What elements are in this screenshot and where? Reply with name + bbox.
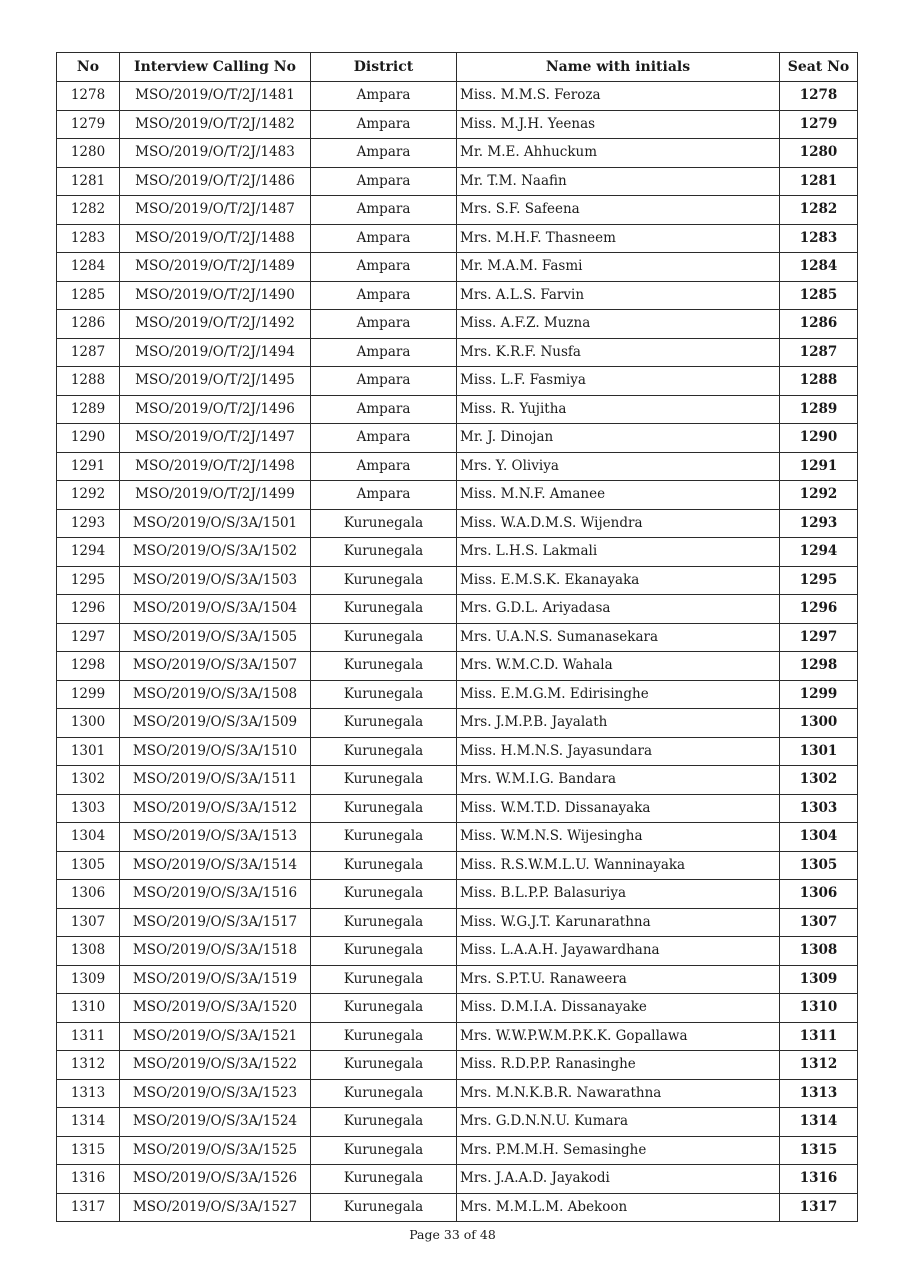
cell-interview-calling-no: MSO/2019/O/S/3A/1508 (120, 680, 311, 709)
cell-no: 1305 (57, 851, 120, 880)
cell-no: 1310 (57, 994, 120, 1023)
cell-district: Kurunegala (311, 851, 457, 880)
cell-seat-no: 1313 (780, 1079, 858, 1108)
cell-name: Mr. J. Dinojan (457, 424, 780, 453)
cell-district: Kurunegala (311, 766, 457, 795)
cell-district: Kurunegala (311, 1079, 457, 1108)
cell-district: Ampara (311, 481, 457, 510)
cell-no: 1292 (57, 481, 120, 510)
cell-district: Kurunegala (311, 965, 457, 994)
table-row (57, 1022, 858, 1051)
table-row (57, 823, 858, 852)
cell-seat-no: 1314 (780, 1108, 858, 1137)
cell-seat-no: 1301 (780, 737, 858, 766)
cell-name: Miss. M.M.S. Feroza (457, 82, 780, 111)
cell-name: Miss. A.F.Z. Muzna (457, 310, 780, 339)
cell-name: Mr. M.A.M. Fasmi (457, 253, 780, 282)
cell-no: 1286 (57, 310, 120, 339)
cell-interview-calling-no: MSO/2019/O/T/2J/1482 (120, 110, 311, 139)
cell-name: Miss. W.M.N.S. Wijesingha (457, 823, 780, 852)
cell-seat-no: 1309 (780, 965, 858, 994)
cell-name: Mr. T.M. Naafin (457, 167, 780, 196)
cell-name: Mrs. G.D.L. Ariyadasa (457, 595, 780, 624)
cell-seat-no: 1280 (780, 139, 858, 168)
cell-seat-no: 1308 (780, 937, 858, 966)
cell-interview-calling-no: MSO/2019/O/T/2J/1495 (120, 367, 311, 396)
cell-district: Kurunegala (311, 1108, 457, 1137)
cell-no: 1295 (57, 566, 120, 595)
cell-interview-calling-no: MSO/2019/O/T/2J/1494 (120, 338, 311, 367)
cell-interview-calling-no: MSO/2019/O/S/3A/1502 (120, 538, 311, 567)
cell-name: Mrs. Y. Oliviya (457, 452, 780, 481)
table-row (57, 310, 858, 339)
header-seat-no: Seat No (780, 53, 858, 82)
cell-seat-no: 1279 (780, 110, 858, 139)
cell-interview-calling-no: MSO/2019/O/S/3A/1513 (120, 823, 311, 852)
table-row (57, 367, 858, 396)
cell-seat-no: 1310 (780, 994, 858, 1023)
cell-no: 1278 (57, 82, 120, 111)
cell-seat-no: 1305 (780, 851, 858, 880)
cell-district: Kurunegala (311, 623, 457, 652)
cell-seat-no: 1306 (780, 880, 858, 909)
cell-no: 1307 (57, 908, 120, 937)
cell-seat-no: 1315 (780, 1136, 858, 1165)
cell-no: 1311 (57, 1022, 120, 1051)
cell-district: Ampara (311, 110, 457, 139)
cell-name: Mrs. G.D.N.N.U. Kumara (457, 1108, 780, 1137)
cell-no: 1291 (57, 452, 120, 481)
table-row (57, 566, 858, 595)
cell-interview-calling-no: MSO/2019/O/T/2J/1483 (120, 139, 311, 168)
cell-name: Mrs. J.M.P.B. Jayalath (457, 709, 780, 738)
cell-interview-calling-no: MSO/2019/O/S/3A/1509 (120, 709, 311, 738)
cell-district: Kurunegala (311, 709, 457, 738)
table-row (57, 595, 858, 624)
cell-seat-no: 1291 (780, 452, 858, 481)
table-row (57, 110, 858, 139)
cell-seat-no: 1294 (780, 538, 858, 567)
cell-district: Ampara (311, 367, 457, 396)
cell-seat-no: 1296 (780, 595, 858, 624)
cell-no: 1314 (57, 1108, 120, 1137)
table-row (57, 1051, 858, 1080)
cell-interview-calling-no: MSO/2019/O/S/3A/1511 (120, 766, 311, 795)
cell-interview-calling-no: MSO/2019/O/S/3A/1501 (120, 509, 311, 538)
cell-seat-no: 1289 (780, 395, 858, 424)
cell-no: 1309 (57, 965, 120, 994)
table-row (57, 652, 858, 681)
table-row (57, 994, 858, 1023)
cell-no: 1281 (57, 167, 120, 196)
table-row (57, 1165, 858, 1194)
table-row (57, 851, 858, 880)
table-row (57, 1136, 858, 1165)
cell-name: Miss. D.M.I.A. Dissanayake (457, 994, 780, 1023)
cell-seat-no: 1286 (780, 310, 858, 339)
cell-interview-calling-no: MSO/2019/O/S/3A/1512 (120, 794, 311, 823)
cell-interview-calling-no: MSO/2019/O/S/3A/1507 (120, 652, 311, 681)
table-row (57, 965, 858, 994)
cell-district: Ampara (311, 310, 457, 339)
cell-name: Mrs. L.H.S. Lakmali (457, 538, 780, 567)
cell-district: Ampara (311, 196, 457, 225)
cell-name: Mr. M.E. Ahhuckum (457, 139, 780, 168)
cell-name: Mrs. P.M.M.H. Semasinghe (457, 1136, 780, 1165)
cell-name: Miss. R. Yujitha (457, 395, 780, 424)
cell-seat-no: 1299 (780, 680, 858, 709)
cell-interview-calling-no: MSO/2019/O/T/2J/1499 (120, 481, 311, 510)
table-row (57, 1079, 858, 1108)
table-row (57, 794, 858, 823)
cell-seat-no: 1288 (780, 367, 858, 396)
cell-seat-no: 1281 (780, 167, 858, 196)
cell-interview-calling-no: MSO/2019/O/T/2J/1496 (120, 395, 311, 424)
table-row (57, 880, 858, 909)
cell-interview-calling-no: MSO/2019/O/T/2J/1498 (120, 452, 311, 481)
cell-no: 1315 (57, 1136, 120, 1165)
cell-no: 1317 (57, 1193, 120, 1222)
candidate-table-container (56, 52, 857, 1222)
cell-no: 1285 (57, 281, 120, 310)
cell-name: Mrs. W.W.P.W.M.P.K.K. Gopallawa (457, 1022, 780, 1051)
cell-name: Mrs. S.F. Safeena (457, 196, 780, 225)
cell-interview-calling-no: MSO/2019/O/S/3A/1527 (120, 1193, 311, 1222)
header-no: No (57, 53, 120, 82)
table-row (57, 253, 858, 282)
cell-interview-calling-no: MSO/2019/O/T/2J/1488 (120, 224, 311, 253)
cell-no: 1284 (57, 253, 120, 282)
cell-seat-no: 1298 (780, 652, 858, 681)
cell-seat-no: 1317 (780, 1193, 858, 1222)
cell-seat-no: 1293 (780, 509, 858, 538)
cell-interview-calling-no: MSO/2019/O/S/3A/1524 (120, 1108, 311, 1137)
cell-district: Kurunegala (311, 652, 457, 681)
cell-district: Ampara (311, 424, 457, 453)
cell-district: Ampara (311, 395, 457, 424)
cell-no: 1280 (57, 139, 120, 168)
cell-district: Kurunegala (311, 1165, 457, 1194)
cell-name: Mrs. U.A.N.S. Sumanasekara (457, 623, 780, 652)
cell-name: Miss. H.M.N.S. Jayasundara (457, 737, 780, 766)
cell-no: 1313 (57, 1079, 120, 1108)
cell-seat-no: 1284 (780, 253, 858, 282)
table-row (57, 908, 858, 937)
cell-no: 1279 (57, 110, 120, 139)
header-name-with-initials: Name with initials (457, 53, 780, 82)
cell-district: Ampara (311, 281, 457, 310)
table-row (57, 766, 858, 795)
cell-no: 1287 (57, 338, 120, 367)
cell-district: Kurunegala (311, 1136, 457, 1165)
cell-interview-calling-no: MSO/2019/O/S/3A/1516 (120, 880, 311, 909)
cell-name: Mrs. W.M.C.D. Wahala (457, 652, 780, 681)
cell-seat-no: 1297 (780, 623, 858, 652)
cell-name: Mrs. M.N.K.B.R. Nawarathna (457, 1079, 780, 1108)
cell-no: 1289 (57, 395, 120, 424)
cell-name: Miss. E.M.G.M. Edirisinghe (457, 680, 780, 709)
cell-district: Ampara (311, 139, 457, 168)
cell-seat-no: 1311 (780, 1022, 858, 1051)
cell-interview-calling-no: MSO/2019/O/T/2J/1490 (120, 281, 311, 310)
table-row (57, 338, 858, 367)
cell-interview-calling-no: MSO/2019/O/T/2J/1489 (120, 253, 311, 282)
cell-interview-calling-no: MSO/2019/O/T/2J/1492 (120, 310, 311, 339)
table-row (57, 224, 858, 253)
cell-district: Ampara (311, 253, 457, 282)
cell-name: Miss. L.F. Fasmiya (457, 367, 780, 396)
cell-seat-no: 1316 (780, 1165, 858, 1194)
cell-interview-calling-no: MSO/2019/O/S/3A/1505 (120, 623, 311, 652)
cell-interview-calling-no: MSO/2019/O/S/3A/1523 (120, 1079, 311, 1108)
cell-name: Miss. E.M.S.K. Ekanayaka (457, 566, 780, 595)
cell-interview-calling-no: MSO/2019/O/S/3A/1521 (120, 1022, 311, 1051)
cell-district: Kurunegala (311, 509, 457, 538)
cell-interview-calling-no: MSO/2019/O/S/3A/1504 (120, 595, 311, 624)
cell-seat-no: 1282 (780, 196, 858, 225)
cell-no: 1304 (57, 823, 120, 852)
cell-name: Mrs. K.R.F. Nusfa (457, 338, 780, 367)
cell-district: Ampara (311, 82, 457, 111)
cell-district: Kurunegala (311, 1051, 457, 1080)
cell-no: 1294 (57, 538, 120, 567)
cell-name: Miss. M.N.F. Amanee (457, 481, 780, 510)
cell-no: 1308 (57, 937, 120, 966)
cell-district: Kurunegala (311, 737, 457, 766)
cell-district: Kurunegala (311, 823, 457, 852)
cell-name: Miss. W.A.D.M.S. Wijendra (457, 509, 780, 538)
cell-seat-no: 1304 (780, 823, 858, 852)
cell-seat-no: 1285 (780, 281, 858, 310)
cell-seat-no: 1292 (780, 481, 858, 510)
table-row (57, 538, 858, 567)
table-header-row (57, 53, 858, 82)
cell-name: Miss. L.A.A.H. Jayawardhana (457, 937, 780, 966)
cell-no: 1301 (57, 737, 120, 766)
cell-name: Mrs. M.H.F. Thasneem (457, 224, 780, 253)
cell-district: Ampara (311, 338, 457, 367)
table-row (57, 737, 858, 766)
page-number: Page 33 of 48 (409, 1227, 496, 1242)
cell-district: Ampara (311, 452, 457, 481)
cell-seat-no: 1295 (780, 566, 858, 595)
table-row (57, 196, 858, 225)
cell-no: 1282 (57, 196, 120, 225)
cell-district: Kurunegala (311, 937, 457, 966)
cell-seat-no: 1312 (780, 1051, 858, 1080)
cell-district: Kurunegala (311, 794, 457, 823)
table-row (57, 1193, 858, 1222)
cell-name: Miss. R.S.W.M.L.U. Wanninayaka (457, 851, 780, 880)
table-row (57, 937, 858, 966)
cell-district: Ampara (311, 167, 457, 196)
table-body (57, 82, 858, 1222)
table-row (57, 509, 858, 538)
cell-district: Kurunegala (311, 566, 457, 595)
cell-interview-calling-no: MSO/2019/O/S/3A/1519 (120, 965, 311, 994)
cell-interview-calling-no: MSO/2019/O/T/2J/1486 (120, 167, 311, 196)
cell-no: 1299 (57, 680, 120, 709)
cell-seat-no: 1300 (780, 709, 858, 738)
cell-seat-no: 1278 (780, 82, 858, 111)
table-row (57, 709, 858, 738)
cell-name: Mrs. W.M.I.G. Bandara (457, 766, 780, 795)
cell-no: 1283 (57, 224, 120, 253)
cell-interview-calling-no: MSO/2019/O/S/3A/1518 (120, 937, 311, 966)
table-row (57, 82, 858, 111)
cell-seat-no: 1287 (780, 338, 858, 367)
cell-seat-no: 1303 (780, 794, 858, 823)
cell-no: 1290 (57, 424, 120, 453)
table-row (57, 281, 858, 310)
table-row (57, 452, 858, 481)
cell-interview-calling-no: MSO/2019/O/S/3A/1514 (120, 851, 311, 880)
header-district: District (311, 53, 457, 82)
cell-interview-calling-no: MSO/2019/O/S/3A/1510 (120, 737, 311, 766)
cell-name: Mrs. A.L.S. Farvin (457, 281, 780, 310)
header-interview-calling-no: Interview Calling No (120, 53, 311, 82)
cell-no: 1306 (57, 880, 120, 909)
cell-no: 1316 (57, 1165, 120, 1194)
table-row (57, 623, 858, 652)
cell-seat-no: 1283 (780, 224, 858, 253)
cell-interview-calling-no: MSO/2019/O/T/2J/1497 (120, 424, 311, 453)
cell-name: Miss. W.M.T.D. Dissanayaka (457, 794, 780, 823)
cell-interview-calling-no: MSO/2019/O/S/3A/1520 (120, 994, 311, 1023)
cell-no: 1298 (57, 652, 120, 681)
candidate-table (56, 52, 858, 1222)
cell-no: 1288 (57, 367, 120, 396)
cell-interview-calling-no: MSO/2019/O/T/2J/1487 (120, 196, 311, 225)
cell-no: 1293 (57, 509, 120, 538)
table-row (57, 481, 858, 510)
cell-name: Mrs. S.P.T.U. Ranaweera (457, 965, 780, 994)
cell-district: Kurunegala (311, 1022, 457, 1051)
cell-name: Mrs. J.A.A.D. Jayakodi (457, 1165, 780, 1194)
cell-district: Kurunegala (311, 680, 457, 709)
cell-interview-calling-no: MSO/2019/O/S/3A/1525 (120, 1136, 311, 1165)
cell-no: 1312 (57, 1051, 120, 1080)
cell-no: 1302 (57, 766, 120, 795)
cell-district: Kurunegala (311, 994, 457, 1023)
cell-no: 1297 (57, 623, 120, 652)
cell-seat-no: 1290 (780, 424, 858, 453)
table-row (57, 1108, 858, 1137)
cell-no: 1300 (57, 709, 120, 738)
table-row (57, 395, 858, 424)
table-row (57, 167, 858, 196)
cell-district: Ampara (311, 224, 457, 253)
cell-seat-no: 1307 (780, 908, 858, 937)
cell-name: Miss. R.D.P.P. Ranasinghe (457, 1051, 780, 1080)
cell-interview-calling-no: MSO/2019/O/S/3A/1522 (120, 1051, 311, 1080)
cell-no: 1303 (57, 794, 120, 823)
cell-no: 1296 (57, 595, 120, 624)
cell-name: Mrs. M.M.L.M. Abekoon (457, 1193, 780, 1222)
table-row (57, 424, 858, 453)
cell-district: Kurunegala (311, 595, 457, 624)
cell-interview-calling-no: MSO/2019/O/S/3A/1517 (120, 908, 311, 937)
table-row (57, 680, 858, 709)
cell-district: Kurunegala (311, 538, 457, 567)
cell-interview-calling-no: MSO/2019/O/S/3A/1526 (120, 1165, 311, 1194)
cell-district: Kurunegala (311, 908, 457, 937)
cell-district: Kurunegala (311, 1193, 457, 1222)
cell-interview-calling-no: MSO/2019/O/S/3A/1503 (120, 566, 311, 595)
cell-district: Kurunegala (311, 880, 457, 909)
cell-name: Miss. W.G.J.T. Karunarathna (457, 908, 780, 937)
table-row (57, 139, 858, 168)
cell-name: Miss. B.L.P.P. Balasuriya (457, 880, 780, 909)
cell-name: Miss. M.J.H. Yeenas (457, 110, 780, 139)
cell-interview-calling-no: MSO/2019/O/T/2J/1481 (120, 82, 311, 111)
cell-seat-no: 1302 (780, 766, 858, 795)
